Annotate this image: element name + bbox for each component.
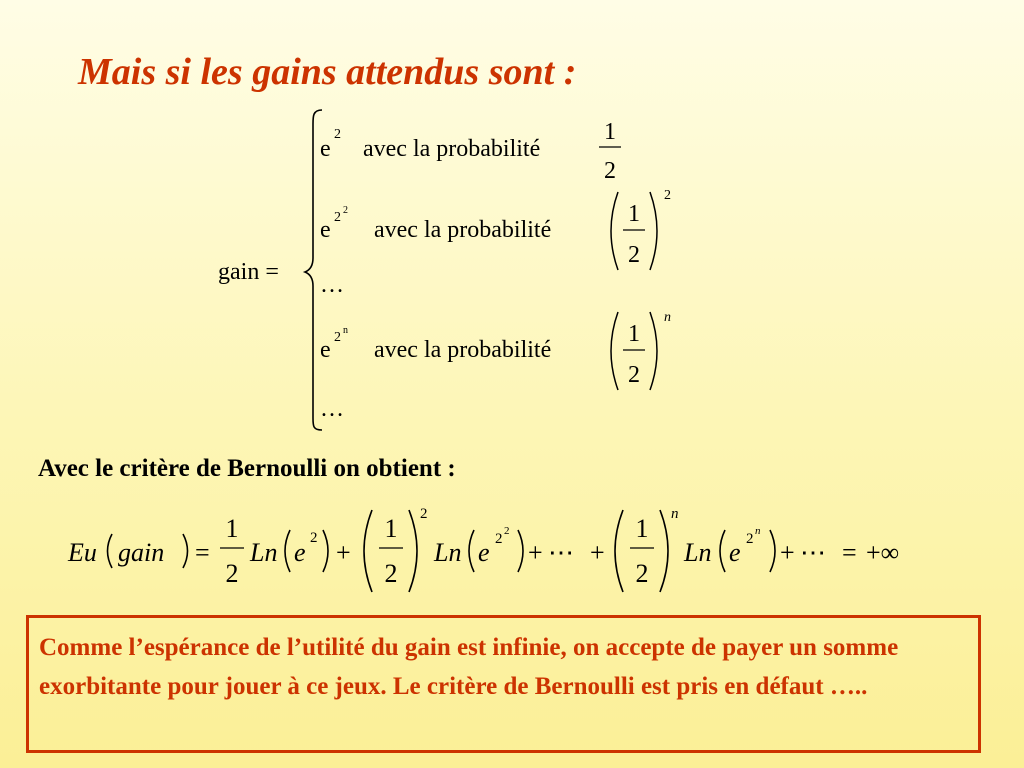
eq-ln3-open-paren [720, 530, 725, 572]
eq-gain: gain [118, 538, 165, 567]
eq-e2-exp: 2 [495, 531, 503, 547]
row1-num: 1 [604, 119, 616, 145]
row2-exp2: 2 [343, 205, 348, 216]
eq-ln2-close-paren [518, 530, 523, 572]
row4-text: avec la probabilité [374, 337, 552, 363]
eq-plus-3: + [590, 538, 605, 567]
row2-open-paren [611, 192, 618, 270]
eq-ln1-close-paren [323, 530, 328, 572]
eq-e2-exp2: 2 [504, 525, 510, 537]
row4-close-paren [650, 312, 657, 390]
eq-equals: = [195, 538, 210, 567]
eq-frac2-num: 1 [384, 514, 398, 543]
eq-e3-exp-n: n [755, 525, 761, 537]
eq-plus-2: + [528, 538, 543, 567]
gain-row-1 [320, 119, 621, 184]
eq-equals-2: = [842, 538, 857, 567]
eq-eu: Eu [68, 538, 97, 567]
eq-frac3-num: 1 [635, 514, 649, 543]
eq-e1-exp: 2 [310, 530, 318, 546]
row1-text: avec la probabilité [363, 136, 541, 162]
row1-base: e [320, 136, 331, 162]
row1-den: 2 [604, 158, 616, 184]
row2-base: e [320, 217, 331, 243]
eq-frac2-den: 2 [384, 559, 398, 588]
row4-open-paren [611, 312, 618, 390]
eq-frac3-den: 2 [635, 559, 649, 588]
eq-frac1-den: 2 [225, 559, 239, 588]
eq-e-2: e [478, 538, 490, 567]
row2-close-paren [650, 192, 657, 270]
gain-row-4 [320, 310, 671, 390]
piecewise-gain [218, 110, 671, 430]
eq-ln-1: Ln [250, 538, 278, 567]
row4-base: e [320, 337, 331, 363]
row4-power: n [664, 310, 671, 325]
gain-row-2 [320, 188, 671, 270]
row2-power: 2 [664, 188, 671, 203]
eq-plus-1: + [336, 538, 351, 567]
conclusion-box [26, 615, 981, 753]
eq-ln-2: Ln [434, 538, 462, 567]
eq-ln3-close-paren [770, 530, 775, 572]
eq-e-3: e [729, 538, 741, 567]
eq-close-paren-1 [183, 534, 188, 568]
eq-power-n: n [671, 506, 679, 522]
expected-utility-equation [67, 506, 899, 592]
row2-text: avec la probabilité [374, 217, 552, 243]
bernoulli-intro: Avec le critère de Bernoulli on obtient : [38, 455, 456, 482]
slide-title: Mais si les gains attendus sont : [78, 51, 577, 93]
eq-ln-3: Ln [684, 538, 712, 567]
eq-ln1-open-paren [285, 530, 290, 572]
eq-e3-exp: 2 [746, 531, 754, 547]
row4-exp2: n [343, 325, 348, 336]
eq-ln2-open-paren [469, 530, 474, 572]
conclusion-text: Comme l’espérance de l’utilité du gain est infinie, on accepte de payer un somme exorbitante pour jouer à ce jeux. Le critère de Bernoulli est pris en défaut ….. [39, 634, 899, 700]
row1-exp: 2 [334, 127, 341, 142]
eq-e-1: e [294, 538, 306, 567]
eq-frac2-open-paren [364, 510, 372, 592]
gain-lhs: gain = [218, 259, 279, 285]
eq-plus-4: + [780, 538, 795, 567]
row5-ellipsis: … [320, 396, 344, 422]
row2-den: 2 [628, 242, 640, 268]
eq-result: +∞ [866, 538, 900, 567]
eq-frac2-close-paren [409, 510, 417, 592]
eq-power-2: 2 [420, 506, 428, 522]
row2-exp: 2 [334, 210, 341, 225]
eq-open-paren-1 [108, 534, 113, 568]
row4-exp: 2 [334, 330, 341, 345]
row2-num: 1 [628, 201, 640, 227]
eq-frac1-num: 1 [225, 514, 239, 543]
eq-frac3-close-paren [660, 510, 668, 592]
row3-ellipsis: … [320, 272, 344, 298]
row4-den: 2 [628, 362, 640, 388]
eq-dots-2: ⋯ [800, 538, 826, 567]
row4-num: 1 [628, 321, 640, 347]
eq-dots-1: ⋯ [548, 538, 574, 567]
eq-frac3-open-paren [615, 510, 623, 592]
